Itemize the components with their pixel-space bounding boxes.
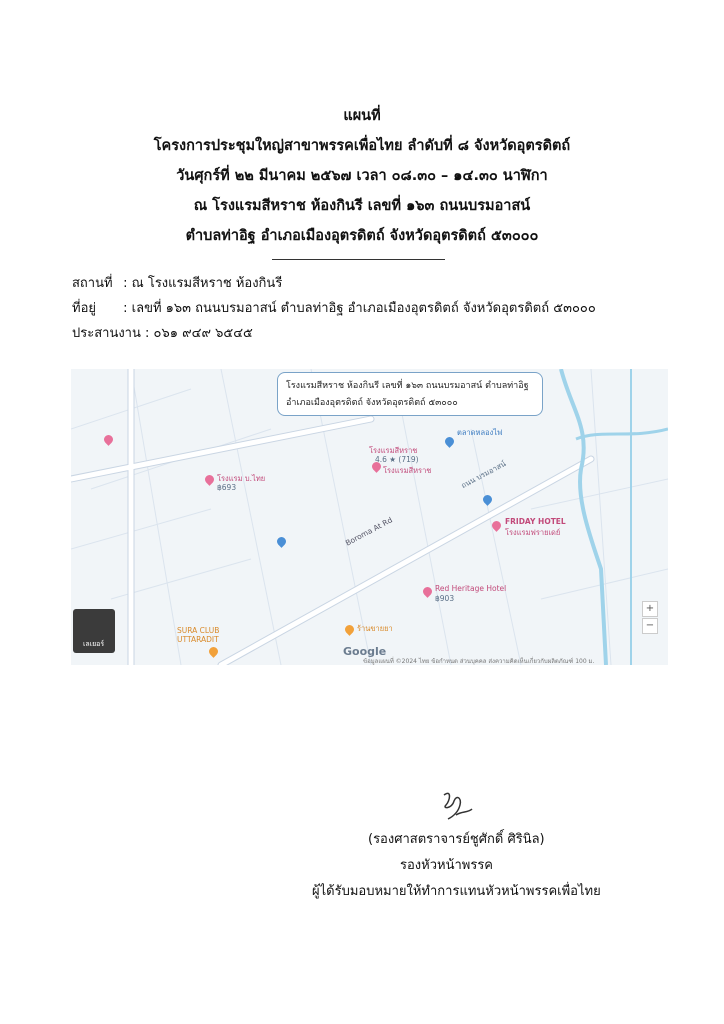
google-logo: Google bbox=[343, 645, 387, 658]
date-time: วันศุกร์ที่ ๒๒ มีนาคม ๒๕๖๗ เวลา ๐๘.๓๐ – ๑๔.๓๐ นาฬิกา bbox=[176, 168, 548, 184]
venue-address: ตำบลท่าอิฐ อำเภอเมืองอุตรดิตถ์ จังหวัดอุตรดิตถ์ ๕๓๐๐๐ bbox=[185, 228, 539, 244]
map-label-thanon: ถนน บรมอาสน์ bbox=[459, 459, 508, 491]
map-label-market: ตลาดหลองไฟ bbox=[457, 428, 503, 437]
map-label-pharmacy: ร้านขายยา bbox=[357, 624, 393, 633]
map-label-red-price: ฿903 bbox=[435, 594, 455, 603]
layers-button[interactable] bbox=[73, 609, 115, 653]
callout-line-1: โรงแรมสีหราช ห้องกินรี เลขที่ ๑๖๓ ถนนบรมอาสน์ ตำบลท่าอิฐ bbox=[286, 381, 529, 391]
venue-line: ณ โรงแรมสีหราช ห้องกินรี เลขที่ ๑๖๓ ถนนบรมอาสน์ bbox=[193, 198, 531, 214]
map-label-uttaradit: UTTARADIT bbox=[177, 635, 219, 644]
signer-position: รองหัวหน้าพรรค bbox=[400, 858, 493, 873]
map-label-red-heritage: Red Heritage Hotel bbox=[435, 584, 507, 593]
signer-name: (รองศาสตราจารย์ชูศักดิ์ ศิรินิล) bbox=[368, 832, 545, 847]
zoom-out-button[interactable]: − bbox=[642, 618, 658, 634]
layers-label: เลเยอร์ bbox=[83, 640, 105, 648]
address-label: ที่อยู่ bbox=[72, 301, 96, 316]
document-title: แผนที่ bbox=[343, 108, 381, 124]
map-label-bansai: โรงแรม บ.ไทย bbox=[217, 474, 266, 483]
map-label-bansai-price: ฿693 bbox=[217, 483, 237, 492]
map-footer: ข้อมูลแผนที่ ©2024 ไทย ข้อกำหนด ส่วนบุคคล ส่งความคิดเห็นเกี่ยวกับผลิตภัณฑ์ 100 ม. bbox=[363, 658, 595, 665]
map-label-friday: FRIDAY HOTEL bbox=[505, 517, 566, 526]
map-label-sura: SURA CLUB bbox=[177, 626, 220, 635]
map-label-friday-sub: โรงแรมฟรายเดย์ bbox=[505, 528, 561, 537]
location-callout bbox=[277, 372, 543, 416]
signer-delegation: ผู้ได้รับมอบหมายให้ทำการแทนหัวหน้าพรรคเพื่อไทย bbox=[312, 884, 601, 899]
place-value: : ณ โรงแรมสีหราช ห้องกินรี bbox=[123, 276, 283, 291]
map-image[interactable] bbox=[71, 369, 668, 665]
signature-mark bbox=[438, 787, 476, 825]
map-label-boroma-road: Boroma At Rd bbox=[343, 515, 394, 548]
map-label-sihrat-sub: โรงแรมสีหราช bbox=[383, 466, 432, 475]
map-label-sihrat: โรงแรมสีหราช bbox=[369, 446, 418, 455]
map-label-rating: 4.6 ★ (719) bbox=[375, 455, 419, 464]
project-title: โครงการประชุมใหญ่สาขาพรรคเพื่อไทย ลำดับที่ ๘ จังหวัดอุตรดิตถ์ bbox=[153, 138, 571, 154]
address-value: : เลขที่ ๑๖๓ ถนนบรมอาสน์ ตำบลท่าอิฐ อำเภอเมืองอุตรดิตถ์ จังหวัดอุตรดิตถ์ ๕๓๐๐๐ bbox=[123, 301, 596, 316]
zoom-in-button[interactable]: + bbox=[642, 601, 658, 617]
address-row bbox=[72, 297, 596, 318]
place-label: สถานที่ bbox=[72, 276, 113, 291]
contact-row: ประสานงาน : ๐๖๑ ๙๔๙ ๖๕๔๕ bbox=[72, 326, 253, 341]
divider bbox=[272, 259, 445, 260]
callout-line-2: อำเภอเมืองอุตรดิตถ์ จังหวัดอุตรดิตถ์ ๕๓๐๐๐ bbox=[286, 398, 458, 408]
place-row bbox=[72, 272, 282, 293]
